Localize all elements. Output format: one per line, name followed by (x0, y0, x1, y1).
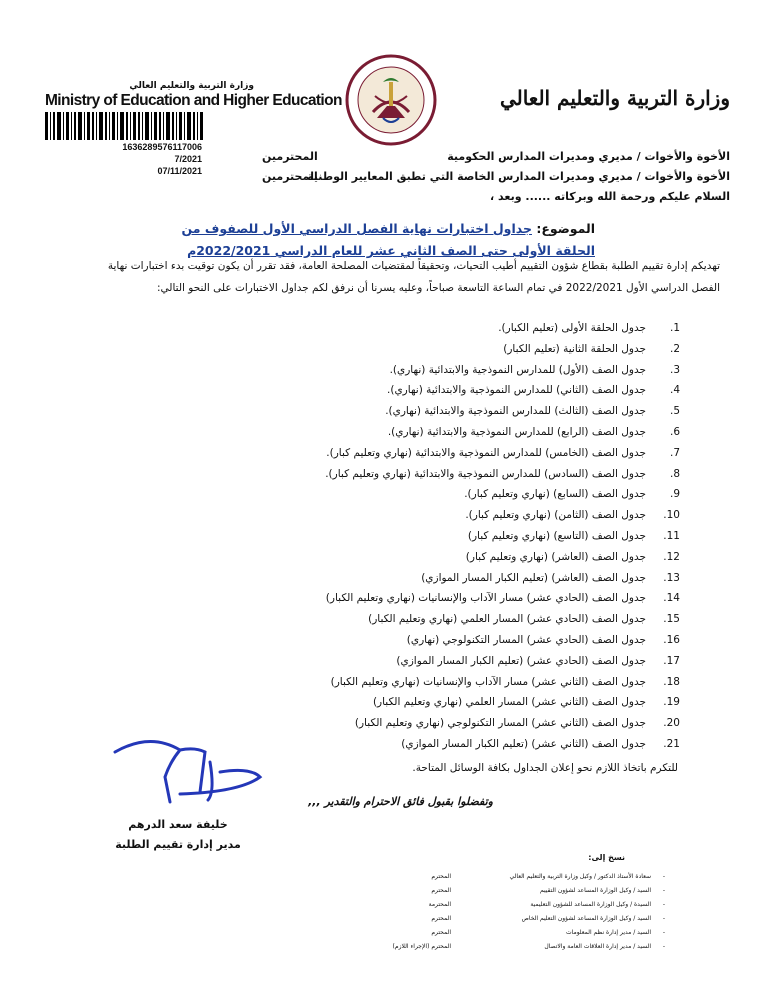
list-item (40, 526, 680, 547)
list-item-text: جدول الصف (الحادي عشر) المسار العلمي (نهاري وتعليم الكبار) (368, 613, 646, 626)
respect-line: وتفضلوا بقبول فائق الاحترام والتقدير ,,, (308, 795, 493, 808)
cc-honorific: المحترم (431, 873, 451, 880)
cc-honorific: المحترم (431, 915, 451, 922)
list-item (40, 547, 680, 568)
signer-title: مدير إدارة تقييم الطلبة (115, 838, 241, 851)
list-item (40, 443, 680, 464)
list-item-number: 16. (663, 633, 680, 646)
list-item-number: 1. (669, 322, 680, 334)
signer-name: خليفة سعد الدرهم (128, 818, 228, 831)
subject-text: جداول اختبارات نهاية الفصل الدراسي الأول للصفوف من الحلقة الأولى حتى الصف الثاني عشر للعام الدراسي 2022/2021م (181, 221, 595, 258)
list-item (40, 380, 680, 401)
list-item (40, 568, 680, 589)
addressee-2 (270, 170, 730, 183)
list-item-number: 10. (663, 509, 680, 522)
list-item (40, 484, 680, 505)
list-item-number: 6. (669, 425, 680, 438)
cc-name: السيد / مدير إدارة العلاقات العامة والاتصال (544, 943, 651, 950)
list-item-text: جدول الصف (التاسع) (نهاري وتعليم كبار) (467, 529, 646, 542)
list-item-text: جدول الصف (الحادي عشر) المسار التكنولوجي (نهاري) (406, 633, 646, 646)
barcode-number: 1636289576117006 (122, 142, 202, 152)
list-item-text: جدول الصف (الحادي عشر) مسار الآداب والإنسانيات (نهاري وتعليم الكبار) (325, 592, 646, 605)
list-item (40, 318, 680, 339)
list-item-text: جدول الصف (الثاني) للمدارس النموذجية والابتدائية (نهاري). (387, 384, 646, 397)
list-item (40, 713, 680, 734)
list-item-number: 14. (663, 592, 680, 605)
addressee-2-to: الأخوة والأخوات / مديري ومديرات المدارس الخاصة التي تطبق المعايير الوطنية (307, 170, 730, 183)
intro-paragraph: تهديكم إدارة تقييم الطلبة بقطاع شؤون التقييم أطيب التحيات، وتحقيقاً لمقتضيات المصلحة العامة، فقد تقرر أن يكون توقيت بدء اختبارات نهاية الفصل الدراسي الأول 2022/2021 في تمام الساعة التاسعة صباحاً، وعليه يسرنا أن نرفق لكم جداول الاختبارات على النحو التالي: (107, 260, 720, 294)
reference-number: 7/2021 (174, 154, 202, 164)
list-item (40, 401, 680, 422)
cc-name: السيدة / وكيل الوزارة المساعد للشؤون التعليمية (530, 901, 651, 908)
list-item-number: 20. (663, 717, 680, 730)
list-item-text: جدول الصف (السادس) للمدارس النموذجية والابتدائية (نهاري وتعليم كبار). (325, 467, 646, 480)
list-item-number: 8. (669, 467, 680, 480)
list-item-text: جدول الصف (الأول) للمدارس النموذجية والابتدائية (نهاري). (389, 363, 646, 376)
cc-row: -السيد / مدير إدارة نظم المعلوماتالمحترم (105, 926, 665, 939)
cc-row: -السيدة / وكيل الوزارة المساعد للشؤون التعليميةالمحترمة (105, 898, 665, 911)
list-item (40, 505, 680, 526)
list-item (40, 422, 680, 443)
cc-row: -السيد / وكيل الوزارة المساعد لشؤون التعليم الخاصالمحترم (105, 912, 665, 925)
list-item-text: جدول الصف (العاشر) (نهاري وتعليم كبار) (465, 550, 646, 563)
list-item-number: 18. (663, 675, 680, 688)
cc-honorific: المحترم (431, 887, 451, 894)
list-item (40, 692, 680, 713)
list-item-number: 15. (663, 613, 680, 626)
cc-name: السيد / مدير إدارة نظم المعلومات (566, 929, 651, 936)
cc-honorific: المحترم (431, 929, 451, 936)
cc-name: السيد / وكيل الوزارة المساعد لشؤون التقييم (540, 887, 651, 894)
list-item-number: 2. (669, 342, 680, 355)
list-item-number: 9. (669, 488, 680, 501)
cc-title: نسخ إلى: (588, 853, 625, 862)
list-item-text: جدول الصف (العاشر) (تعليم الكبار المسار الموازي) (421, 571, 646, 584)
list-item (40, 360, 680, 381)
list-item-number: 19. (663, 696, 680, 709)
qatar-emblem-icon (343, 52, 439, 148)
addressee-2-honorific: المحترمين (262, 170, 318, 183)
list-item-number: 4. (669, 384, 680, 397)
addressee-1 (270, 150, 730, 163)
list-item-number: 3. (669, 363, 680, 376)
list-item-text: جدول الحلقة الثانية (تعليم الكبار) (503, 342, 646, 355)
barcode-icon (45, 112, 205, 140)
list-item-text: جدول الصف (الثاني عشر) المسار العلمي (نهاري وتعليم الكبار) (372, 696, 646, 709)
cc-name: سعادة الأستاذ الدكتور / وكيل وزارة التربية والتعليم العالي (509, 873, 651, 880)
list-item (40, 609, 680, 630)
list-item-number: 5. (669, 405, 680, 418)
list-item-number: 12. (663, 550, 680, 563)
greeting: السلام عليكم ورحمة الله وبركاته ...... وبعد ، (490, 190, 730, 203)
addressee-1-honorific: المحترمين (262, 150, 318, 163)
list-item-text: جدول الصف (الرابع) للمدارس النموذجية والابتدائية (نهاري). (387, 425, 646, 438)
closing-line: للتكرم باتخاذ اللازم نحو إعلان الجداول بكافة الوسائل المتاحة. (412, 762, 678, 774)
list-item-text: جدول الصف (الثالث) للمدارس النموذجية والابتدائية (نهاري). (385, 405, 646, 418)
signer-block (98, 815, 258, 855)
cc-honorific: المحترم (الإجراء اللازم) (392, 943, 451, 950)
ministry-title-arabic: وزارة التربية والتعليم العالي (499, 86, 730, 110)
signature-icon (110, 732, 270, 812)
cc-name: السيد / وكيل الوزارة المساعد لشؤون التعليم الخاص (521, 915, 651, 922)
list-item-text: جدول الصف (الثاني عشر) المسار التكنولوجي (نهاري وتعليم الكبار) (354, 717, 646, 730)
list-item-text: جدول الصف (الثاني عشر) مسار الآداب والإنسانيات (نهاري وتعليم الكبار) (330, 675, 646, 688)
list-item (40, 672, 680, 693)
cc-row: -السيد / مدير إدارة العلاقات العامة والاتصالالمحترم (الإجراء اللازم) (105, 940, 665, 953)
list-item-number: 11. (663, 529, 680, 542)
list-item (40, 630, 680, 651)
list-item-text: جدول الصف (الثاني عشر) (تعليم الكبار المسار الموازي) (401, 737, 646, 750)
list-item-text: جدول الصف (السابع) (نهاري وتعليم كبار). (464, 488, 646, 501)
list-item-number: 17. (663, 654, 680, 667)
list-item-text: جدول الصف (الخامس) للمدارس النموذجية والابتدائية (نهاري وتعليم كبار). (326, 446, 646, 459)
letter-date: 07/11/2021 (157, 166, 202, 176)
list-item (40, 588, 680, 609)
subject-label: الموضوع: (536, 221, 595, 236)
list-item-number: 7. (669, 446, 680, 459)
list-item-number: 13. (663, 571, 680, 584)
list-item-text: جدول الحلقة الأولى (تعليم الكبار). (498, 322, 646, 334)
ministry-title-english: Ministry of Education and Higher Education (45, 92, 342, 109)
list-item-number: 21. (663, 737, 680, 750)
list-item (40, 464, 680, 485)
cc-honorific: المحترمة (428, 901, 451, 908)
cc-row: -السيد / وكيل الوزارة المساعد لشؤون التقييمالمحترم (105, 884, 665, 897)
schedule-list (40, 318, 680, 755)
cc-row: -سعادة الأستاذ الدكتور / وكيل وزارة التربية والتعليم العاليالمحترم (105, 870, 665, 883)
ministry-title-arabic-small: وزارة التربية والتعليم العالي (129, 81, 254, 91)
list-item (40, 339, 680, 360)
list-item-text: جدول الصف (الحادي عشر) (تعليم الكبار المسار الموازي) (396, 654, 646, 667)
list-item-text: جدول الصف (الثامن) (نهاري وتعليم كبار). (465, 509, 646, 522)
list-item (40, 651, 680, 672)
addressee-1-to: الأخوة والأخوات / مديري ومديرات المدارس الحكومية (447, 150, 730, 163)
